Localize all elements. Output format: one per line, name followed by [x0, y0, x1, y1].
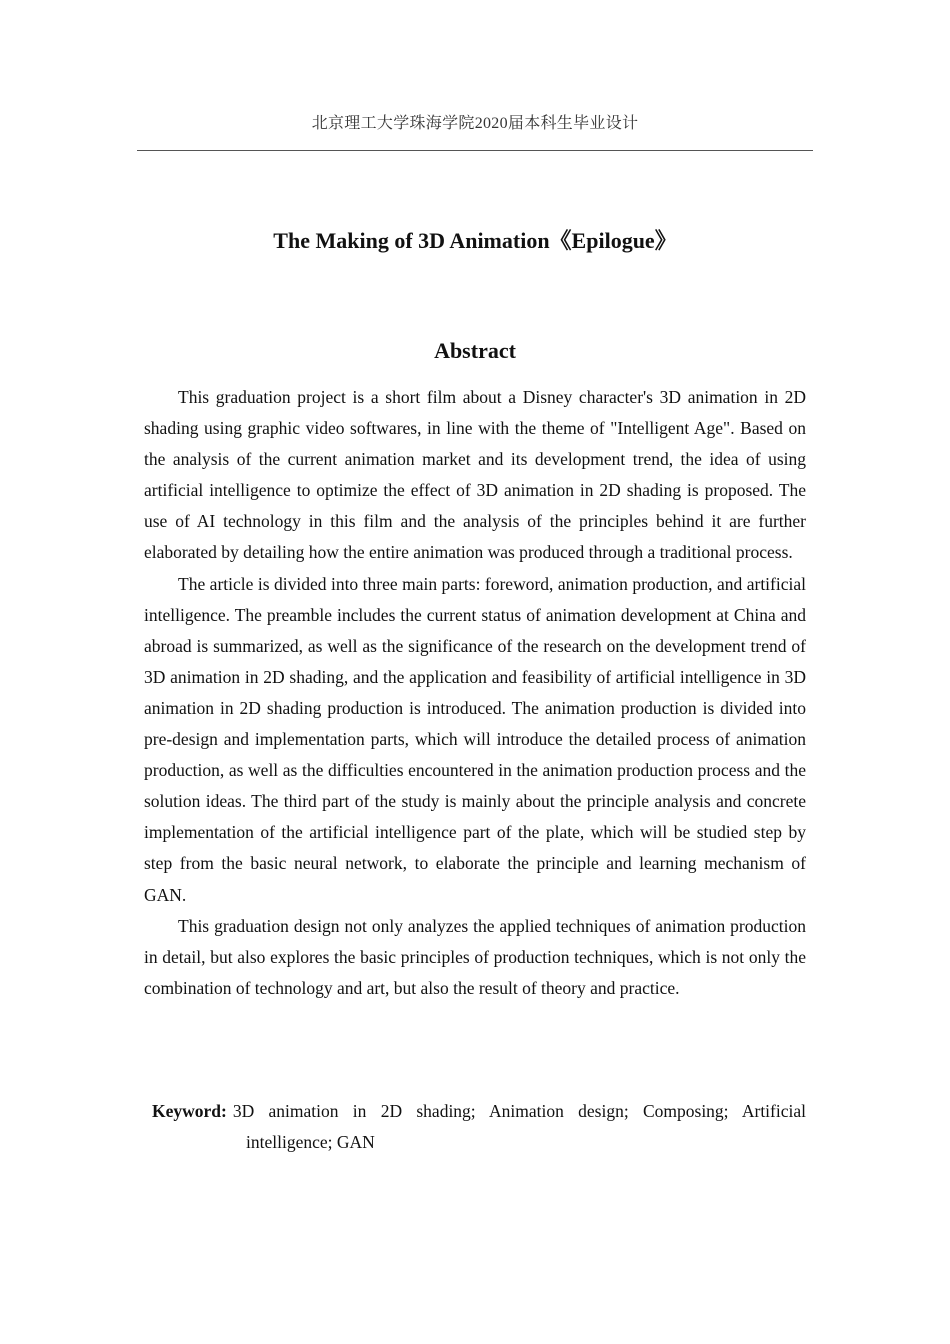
abstract-paragraph-2: The article is divided into three main parts: foreword, animation production, and artificial intelligence. The preamble includes the current status of animation development at China and abroad is summarized, as well as the significance of the research on the development trend of 3D animation in 2D shading, and the application and feasibility of artificial intelligence in 3D animation in 2D shading production is introduced. The animation production is divided into pre-design and implementation parts, which will introduce the detailed process of animation production, as well as the difficulties encountered in the animation production process and the solution ideas. The third part of the study is mainly about the principle analysis and concrete implementation of the artificial intelligence part of the plate, which will be studied step by step from the basic neural network, to elaborate the principle and learning mechanism of GAN. [144, 573, 806, 905]
abstract-paragraph-1: This graduation project is a short film about a Disney character's 3D animation in 2D shading using graphic video softwares, in line with the theme of "Intelligent Age". Based on the analysis of the current animation market and its development trend, the idea of using artificial intelligence to optimize the effect of 3D animation in 2D shading is proposed. The use of AI technology in this film and the analysis of the principles behind it are further elaborated by detailing how the entire animation was produced through a traditional process. [144, 387, 806, 563]
abstract-body [144, 382, 806, 1004]
document-title: The Making of 3D Animation《Epilogue》 [273, 228, 677, 253]
keywords-text: 3D animation in 2D shading; Animation design; Composing; Artificial intelligence; GAN [232, 1101, 806, 1153]
keywords-label: Keyword: [152, 1101, 227, 1121]
header-divider [137, 150, 813, 151]
keywords [152, 1096, 806, 1158]
page-header: 北京理工大学珠海学院2020届本科生毕业设计 [311, 115, 639, 132]
abstract-paragraph-3: This graduation design not only analyzes the applied techniques of animation production in detail, but also explores the basic principles of production techniques, which is not only the combination of technology and art, but also the result of theory and practice. [144, 915, 806, 998]
abstract-heading: Abstract [434, 338, 516, 363]
